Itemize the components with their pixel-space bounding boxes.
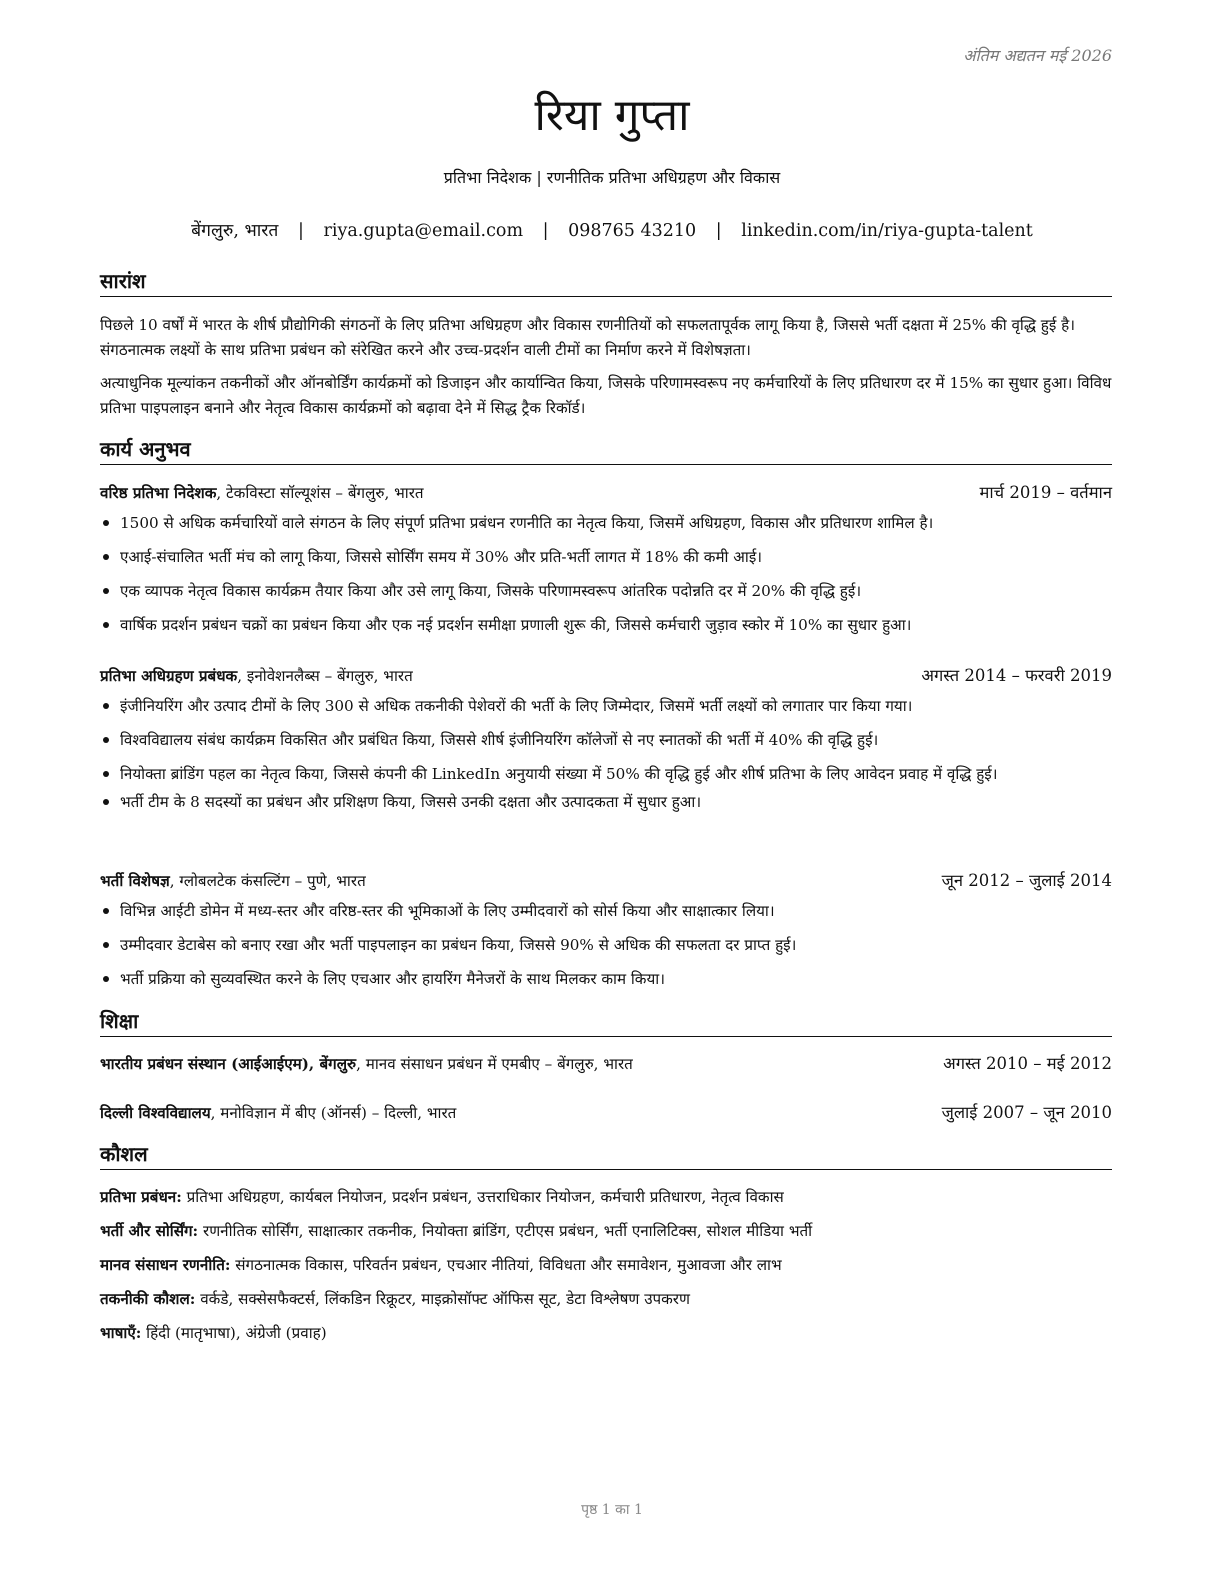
contact-line [0, 218, 1224, 244]
job-company: , इनोवेशनलैब्स – बेंगलुरु, भारत [237, 667, 413, 685]
skill-label: भर्ती और सोर्सिंग: [100, 1222, 199, 1240]
job-dates: जून 2012 – जुलाई 2014 [941, 871, 1112, 890]
list-item: वार्षिक प्रदर्शन प्रबंधन चक्रों का प्रबंधन किया और एक नई प्रदर्शन समीक्षा प्रणाली शुरू की, जिससे कर्मचारी जुड़ाव स्कोर में 10% का सुधार हुआ। [100, 612, 1112, 638]
education-detail: , मानव संसाधन प्रबंधन में एमबीए – बेंगलुरु, भारत [356, 1055, 633, 1073]
contact-phone[interactable]: 098765 43210 [568, 221, 697, 241]
education-entry [100, 1100, 1112, 1126]
page-number: पृष्ठ 1 का 1 [581, 1502, 643, 1518]
list-item: विश्वविद्यालय संबंध कार्यक्रम विकसित और प्रबंधित किया, जिससे शीर्ष इंजीनियरिंग कॉलेजों से नए स्नातकों की भर्ती में 40% की वृद्धि हुई। [100, 727, 1112, 753]
skill-value: प्रतिभा अधिग्रहण, कार्यबल नियोजन, प्रदर्शन प्रबंधन, उत्तराधिकार नियोजन, कर्मचारी प्रतिधारण, नेतृत्व विकास [181, 1188, 784, 1206]
education-dates: जुलाई 2007 – जून 2010 [941, 1103, 1112, 1122]
job-dates: मार्च 2019 – वर्तमान [979, 483, 1112, 502]
job-title-line [100, 480, 424, 506]
section-title-skills: कौशल [100, 1141, 1112, 1170]
skill-value: वर्कडे, सक्सेसफैक्टर्स, लिंकडिन रिक्रूटर, माइक्रोसॉफ्ट ऑफिस सूट, डेटा विश्लेषण उपकरण [195, 1290, 691, 1308]
skill-row [100, 1184, 1112, 1210]
skill-label: प्रतिभा प्रबंधन: [100, 1188, 182, 1206]
education-entry [100, 1051, 1112, 1077]
headline: प्रतिभा निदेशक | रणनीतिक प्रतिभा अधिग्रहण और विकास [443, 168, 781, 187]
education-institution: दिल्ली विश्वविद्यालय [100, 1104, 211, 1122]
contact-separator: | [542, 221, 549, 241]
education-line [100, 1051, 633, 1077]
list-item: 1500 से अधिक कर्मचारियों वाले संगठन के लिए संपूर्ण प्रतिभा प्रबंधन रणनीति का नेतृत्व किया, जिसमें अधिग्रहण, विकास और प्रतिधारण शामिल है। [100, 510, 1112, 536]
job-role: भर्ती विशेषज्ञ [100, 872, 170, 890]
job-company: , ग्लोबलटेक कंसल्टिंग – पुणे, भारत [169, 872, 366, 890]
education-institution: भारतीय प्रबंधन संस्थान (आईआईएम), बेंगलुरु [100, 1055, 357, 1073]
job-role: प्रतिभा अधिग्रहण प्रबंधक [100, 667, 238, 685]
education-dates: अगस्त 2010 – मई 2012 [943, 1054, 1112, 1073]
job-title-line [100, 663, 413, 689]
education-detail: , मनोविज्ञान में बीए (ऑनर्स) – दिल्ली, भारत [210, 1104, 457, 1122]
job-entry [100, 663, 1112, 823]
job-entry [100, 868, 1112, 1000]
job-bullets [100, 898, 1112, 992]
list-item: भर्ती प्रक्रिया को सुव्यवस्थित करने के लिए एचआर और हायरिंग मैनेजरों के साथ मिलकर काम किया। [100, 966, 1112, 992]
job-title-line [100, 868, 366, 894]
contact-separator: | [715, 221, 722, 241]
list-item: एआई-संचालित भर्ती मंच को लागू किया, जिससे सोर्सिंग समय में 30% और प्रति-भर्ती लागत में 18% की कमी आई। [100, 544, 1112, 570]
candidate-name: रिया गुप्ता [534, 90, 690, 141]
summary-block [100, 313, 1112, 429]
skill-row [100, 1218, 1112, 1244]
job-entry [100, 480, 1112, 646]
skill-row [100, 1252, 1112, 1278]
job-bullets [100, 693, 1112, 815]
skill-label: तकनीकी कौशल: [100, 1290, 196, 1308]
summary-paragraph: पिछले 10 वर्षों में भारत के शीर्ष प्रौद्योगिकी संगठनों के लिए प्रतिभा अधिग्रहण और विकास रणनीतियों को सफलतापूर्वक लागू किया है, जिससे भर्ती दक्षता में 25% की वृद्धि हुई है। संगठनात्मक लक्ष्यों के साथ प्रतिभा प्रबंधन को संरेखित करने और उच्च-प्रदर्शन वाली टीमों का निर्माण करने में विशेषज्ञता। [100, 316, 1075, 359]
section-title-education: शिक्षा [100, 1008, 1112, 1037]
list-item: इंजीनियरिंग और उत्पाद टीमों के लिए 300 से अधिक तकनीकी पेशेवरों की भर्ती के लिए जिम्मेदार, जिसमें भर्ती लक्ष्यों को लगातार पार किया गया। [100, 693, 1112, 719]
summary-paragraph: अत्याधुनिक मूल्यांकन तकनीकों और ऑनबोर्डिंग कार्यक्रमों को डिजाइन और कार्यान्वित किया, जिसके परिणामस्वरूप नए कर्मचारियों के लिए प्रतिधारण दर में 15% का सुधार हुआ। विविध प्रतिभा पाइपलाइन बनाने और नेतृत्व विकास कार्यक्रमों को बढ़ावा देने में सिद्ध ट्रैक रिकॉर्ड। [100, 374, 1112, 417]
job-bullets [100, 510, 1112, 638]
skill-row [100, 1320, 1112, 1346]
list-item: विभिन्न आईटी डोमेन में मध्य-स्तर और वरिष्ठ-स्तर की भूमिकाओं के लिए उम्मीदवारों को सोर्स किया और साक्षात्कार लिया। [100, 898, 1112, 924]
contact-location: बेंगलुरु, भारत [191, 221, 279, 241]
education-line [100, 1100, 456, 1126]
last-updated: अंतिम अद्यतन मई 2026 [963, 46, 1112, 65]
skill-label: मानव संसाधन रणनीति: [100, 1256, 231, 1274]
contact-email[interactable]: riya.gupta@email.com [323, 221, 524, 241]
list-item: उम्मीदवार डेटाबेस को बनाए रखा और भर्ती पाइपलाइन का प्रबंधन किया, जिससे 90% से अधिक की सफलता दर प्राप्त हुई। [100, 932, 1112, 958]
list-item: भर्ती टीम के 8 सदस्यों का प्रबंधन और प्रशिक्षण किया, जिससे उनकी दक्षता और उत्पादकता में सुधार हुआ। [100, 789, 1112, 815]
skill-row [100, 1286, 1112, 1312]
skill-value: रणनीतिक सोर्सिंग, साक्षात्कार तकनीक, नियोक्ता ब्रांडिंग, एटीएस प्रबंधन, भर्ती एनालिटिक्स, सोशल मीडिया भर्ती [198, 1222, 813, 1240]
job-role: वरिष्ठ प्रतिभा निदेशक [100, 484, 217, 502]
section-title-summary: सारांश [100, 268, 1112, 297]
job-header [100, 868, 1112, 894]
job-dates: अगस्त 2014 – फरवरी 2019 [921, 666, 1112, 685]
contact-separator: | [298, 221, 304, 241]
list-item: नियोक्ता ब्रांडिंग पहल का नेतृत्व किया, जिससे कंपनी की LinkedIn अनुयायी संख्या में 50% की वृद्धि हुई और शीर्ष प्रतिभा के लिए आवेदन प्रवाह में वृद्धि हुई। [100, 761, 1112, 787]
section-title-experience: कार्य अनुभव [100, 436, 1112, 465]
list-item: एक व्यापक नेतृत्व विकास कार्यक्रम तैयार किया और उसे लागू किया, जिसके परिणामस्वरूप आंतरिक पदोन्नति दर में 20% की वृद्धि हुई। [100, 578, 1112, 604]
contact-linkedin[interactable]: linkedin.com/in/riya-gupta-talent [741, 221, 1033, 241]
skill-label: भाषाएँ: [100, 1324, 142, 1342]
skill-value: हिंदी (मातृभाषा), अंग्रेजी (प्रवाह) [141, 1324, 327, 1342]
job-header [100, 480, 1112, 506]
job-header [100, 663, 1112, 689]
skill-value: संगठनात्मक विकास, परिवर्तन प्रबंधन, एचआर नीतियां, विविधता और समावेशन, मुआवजा और लाभ [230, 1256, 782, 1274]
job-company: , टेकविस्टा सॉल्यूशंस – बेंगलुरु, भारत [216, 484, 424, 502]
skills-block [100, 1184, 1112, 1354]
